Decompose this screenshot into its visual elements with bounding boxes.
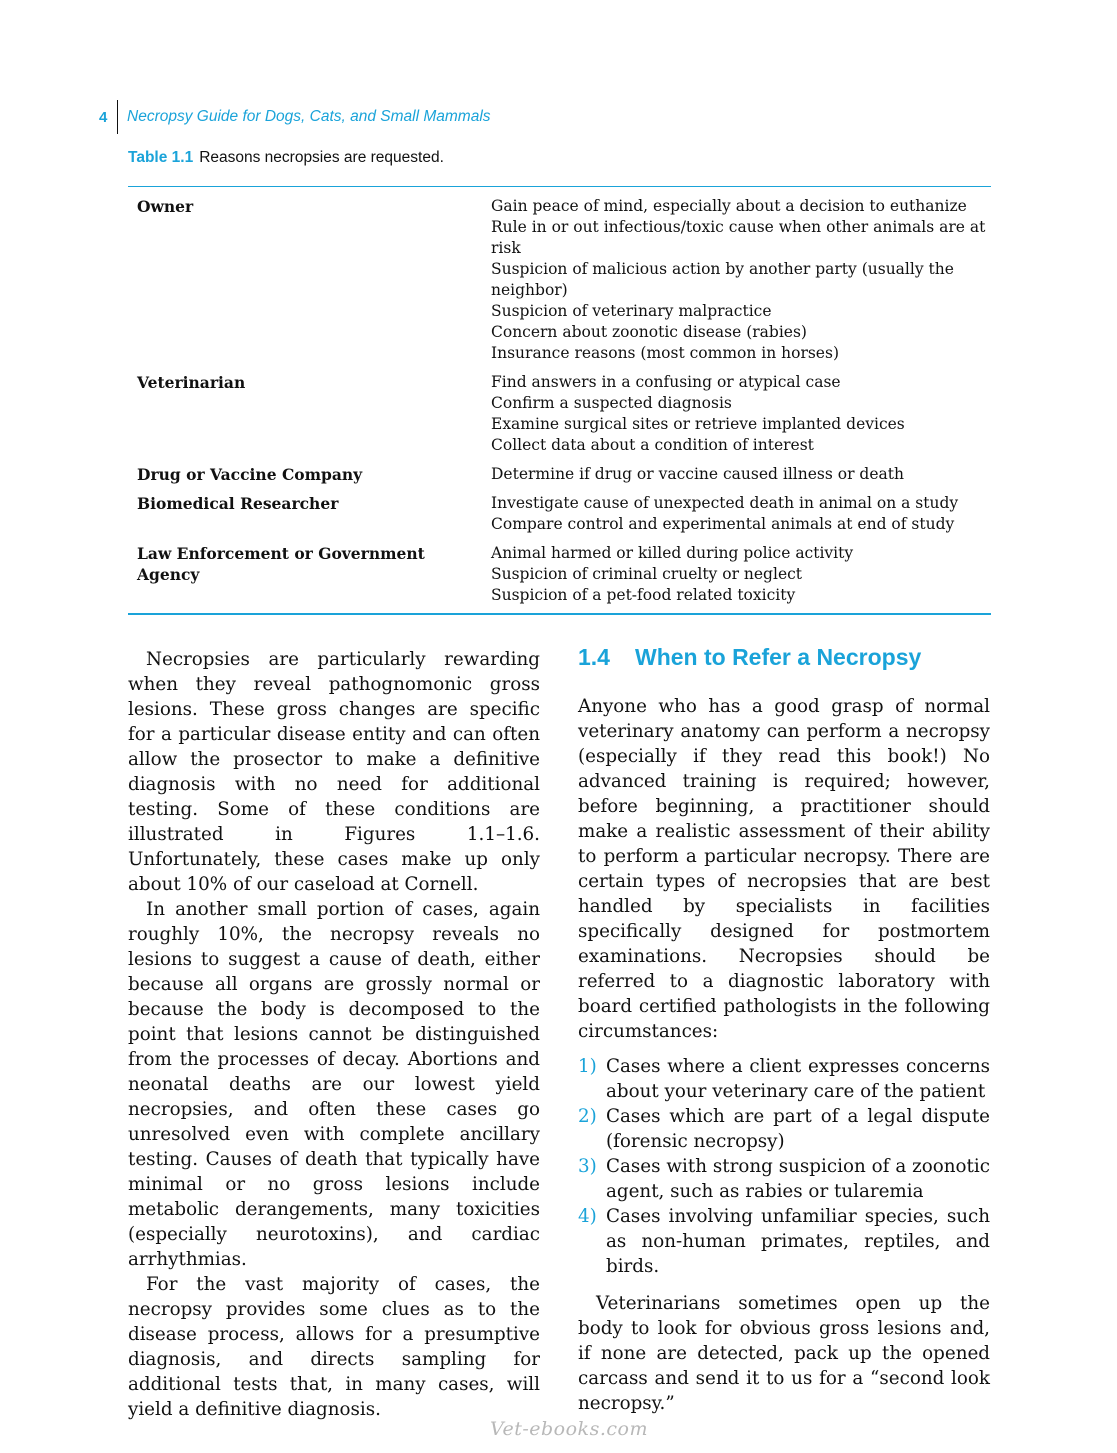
body-paragraph: Necropsies are particularly rewarding when they reveal pathognomonic gross lesions. These gross changes are specific for a particular disease entity and can often allow the prosector to make a definitive diagnosis with no need for additional testing. Some of these conditions are illustrated in Figures 1.1–1.6. Unfortunately, these cases make up only about 10% of our caseload at Cornell.	[128, 649, 540, 895]
right-column	[578, 642, 990, 1416]
table-caption	[128, 149, 444, 167]
left-column	[128, 647, 540, 1422]
table-reason: Concern about zoonotic disease (rabies)	[491, 323, 807, 341]
list-number: 1)	[578, 1056, 597, 1077]
table-reasons	[491, 464, 991, 485]
list-text: Cases involving unfamiliar species, such as non-human primates, reptiles, and birds.	[606, 1206, 990, 1277]
table-category: Biomedical Researcher	[137, 494, 339, 513]
table-number: Table 1.1	[128, 149, 194, 166]
list-number: 2)	[578, 1106, 597, 1127]
table-reason: Gain peace of mind, especially about a decision to euthanize	[491, 197, 967, 215]
table-category: Drug or Vaccine Company	[137, 465, 363, 484]
page-number: 4	[99, 108, 108, 126]
table-category: Law Enforcement or Government Agency	[137, 544, 425, 584]
watermark: Vet-ebooks.com	[490, 1418, 648, 1440]
list-item	[578, 1154, 990, 1204]
table-reason: Rule in or out infectious/toxic cause when other animals are at risk	[491, 218, 986, 257]
table-reason: Collect data about a condition of interest	[491, 436, 814, 454]
table-reasons	[491, 372, 991, 456]
table-reason: Suspicion of criminal cruelty or neglect	[491, 565, 803, 583]
list-number: 3)	[578, 1156, 597, 1177]
table-reasons	[491, 543, 991, 606]
table-reason: Suspicion of malicious action by another party (usually the neighbor)	[491, 260, 954, 299]
body-paragraph: In another small portion of cases, again roughly 10%, the necropsy reveals no lesions to suggest a cause of death, either because all organs are grossly normal or because the body is decomposed to the point that lesions cannot be distinguished from the processes of decay. Abortions and neonatal deaths are our lowest yield necropsies, and often these cases go unresolved even with complete ancillary testing. Causes of death that typically have minimal or no gross lesions include metabolic derangements, many toxicities (especially neurotoxins), and cardiac arrhythmias.	[128, 899, 540, 1270]
running-title: Necropsy Guide for Dogs, Cats, and Small Mammals	[127, 108, 491, 125]
table-reasons	[491, 493, 991, 535]
table-row	[128, 196, 991, 364]
table-reason: Compare control and experimental animals at end of study	[491, 515, 955, 533]
table-reason: Insurance reasons (most common in horses)	[491, 344, 839, 362]
list-item	[578, 1054, 990, 1104]
table-row	[128, 372, 991, 456]
section-title: When to Refer a Necropsy	[634, 644, 922, 670]
running-header	[99, 100, 491, 134]
table-reason: Suspicion of a pet-food related toxicity	[491, 586, 796, 604]
table-reason: Confirm a suspected diagnosis	[491, 394, 732, 412]
body-paragraph: For the vast majority of cases, the necropsy provides some clues as to the disease process, allows for a presumptive diagnosis, and directs sampling for additional tests that, in many cases, will yield a definitive diagnosis.	[128, 1274, 540, 1420]
body-paragraph: Veterinarians sometimes open up the body to look for obvious gross lesions and, if none are detected, pack up the opened carcass and send it to us for a “second look necropsy.”	[578, 1293, 990, 1414]
table-reason: Suspicion of veterinary malpractice	[491, 302, 772, 320]
list-text: Cases with strong suspicion of a zoonotic agent, such as rabies or tularemia	[606, 1156, 990, 1202]
list-text: Cases where a client expresses concerns about your veterinary care of the patient	[606, 1056, 990, 1102]
reasons-table	[128, 186, 991, 615]
referral-list	[578, 1054, 990, 1279]
list-number: 4)	[578, 1206, 597, 1227]
table-category: Owner	[137, 197, 194, 216]
table-reason: Determine if drug or vaccine caused illness or death	[491, 465, 904, 483]
section-heading	[578, 642, 990, 672]
table-reason: Animal harmed or killed during police activity	[491, 544, 854, 562]
header-divider	[117, 100, 118, 134]
table-row	[128, 464, 991, 485]
table-reason: Find answers in a confusing or atypical case	[491, 373, 841, 391]
list-text: Cases which are part of a legal dispute (forensic necropsy)	[606, 1106, 990, 1152]
section-number: 1.4	[578, 644, 610, 670]
table-reasons	[491, 196, 991, 364]
list-item	[578, 1204, 990, 1279]
table-reason: Investigate cause of unexpected death in animal on a study	[491, 494, 959, 512]
table-caption-text: Reasons necropsies are requested.	[199, 149, 444, 166]
table-row	[128, 543, 991, 606]
table-reason: Examine surgical sites or retrieve implanted devices	[491, 415, 905, 433]
list-item	[578, 1104, 990, 1154]
body-paragraph: Anyone who has a good grasp of normal veterinary anatomy can perform a necropsy (especially if they read this book!) No advanced training is required; however, before beginning, a practitioner should make a realistic assessment of their ability to perform a particular necropsy. There are certain types of necropsies that are best handled by specialists in facilities specifically designed for postmortem examinations. Necropsies should be referred to a diagnostic laboratory with board certified pathologists in the following circumstances:	[578, 696, 990, 1042]
table-category: Veterinarian	[137, 373, 246, 392]
table-row	[128, 493, 991, 535]
